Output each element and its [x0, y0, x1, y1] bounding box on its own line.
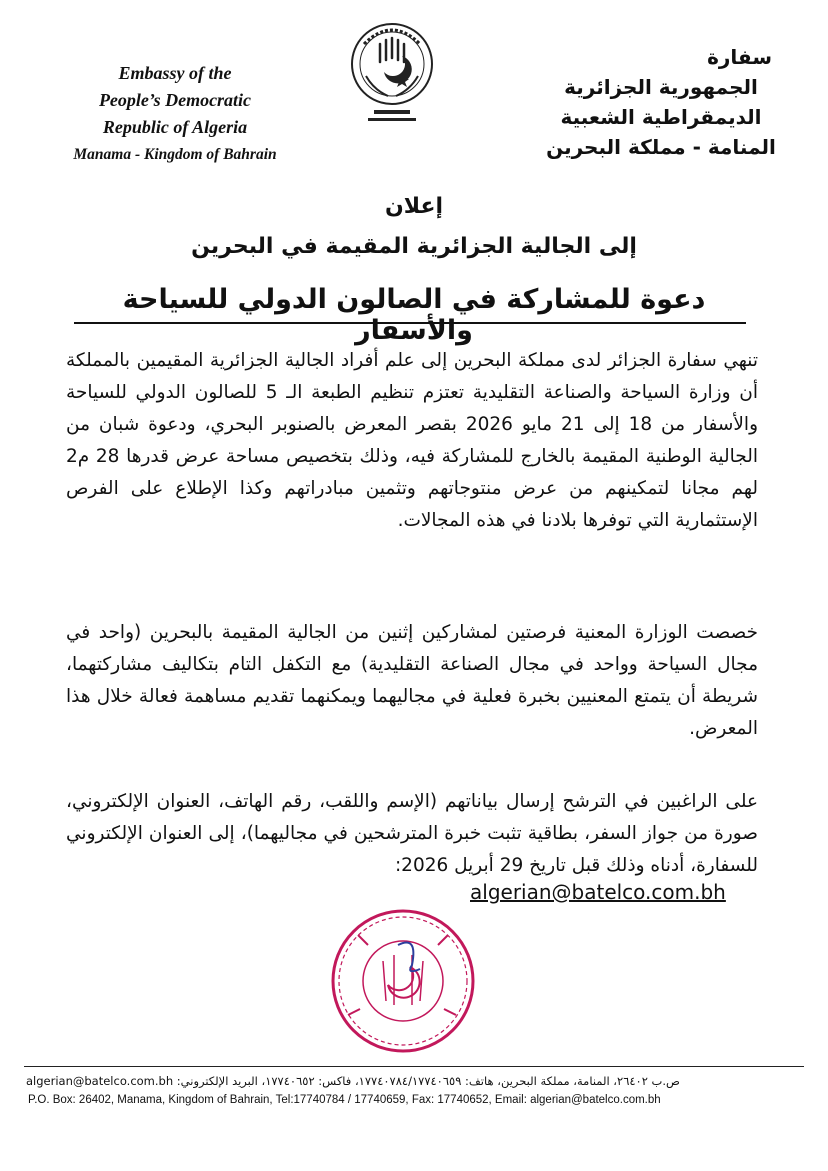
national-emblem-icon [344, 14, 440, 134]
header-english [40, 60, 310, 168]
header-en-line: Manama - Kingdom of Bahrain [73, 146, 277, 163]
footer-english: P.O. Box: 26402, Manama, Kingdom of Bahrain, Tel:17740784 / 17740659, Fax: 17740652, Email: algerian@batelco.com.bh [28, 1094, 661, 1106]
body-paragraph-3: على الراغبين في الترشح إرسال بياناتهم (الإسم واللقب، رقم الهاتف، العنوان الإلكتروني، صورة من جواز السفر، بطاقية تثبت خبرة المترشحين في مجاليهما)، إلى العنوان الإلكتروني للسفارة، أدناه وذلك قبل تاريخ 29 أبريل 2026: [66, 791, 758, 876]
embassy-stamp-icon [328, 905, 478, 1057]
footer-arabic [26, 1074, 806, 1088]
embassy-email-link[interactable]: algerian@batelco.com.bh [470, 880, 726, 904]
header-ar-line: الجمهورية الجزائرية [564, 75, 758, 99]
header-en-line: People’s Democratic [98, 90, 252, 110]
header-en-line: Republic of Algeria [102, 117, 248, 137]
invitation-heading: دعوة للمشاركة في الصالون الدولي للسياحة والأسفار [122, 284, 706, 346]
header-ar-line: المنامة - مملكة البحرين [546, 135, 776, 159]
body-paragraph-1: تنهي سفارة الجزائر لدى مملكة البحرين إلى علم أفراد الجالية الجزائرية المقيمين بالمملكة أن وزارة السياحة والصناعة التقليدية تعتزم تنظيم الطبعة الـ 5 للصالون الدولي للسياحة والأسفار من 18 إلى 21 مايو 2026 بقصر المعرض بالصنوبر البحري، ودعوة شبان من الجالية الوطنية المقيمة بالخارج للمشاركة فيه، وذلك بتخصيص مساحة عرض قدرها 28 م2 لهم مجانا لتمكينهم من عرض منتوجاتهم وتثمين مبادراتهم وكذا الإطلاع على الفرص الإستثمارية التي توفرها بلادنا في هذه المجالات. [66, 350, 759, 531]
header-ar-line: سفارة [707, 45, 772, 69]
announcement-title: إعلان [384, 194, 444, 219]
body-paragraph-2: خصصت الوزارة المعنية فرصتين لمشاركين إثنين من الجالية المقيمة بالبحرين (واحد في مجال السياحة وواحد في مجال الصناعة التقليدية) مع التكفل التام بتكاليف مشاركتهما، شريطة أن يتمتع المعنيين بخبرة فعلية في مجاليهما ويمكنهما تقديم مساهمة فعالة خلال هذا المعرض. [66, 622, 758, 739]
footer-arabic-text: ص.ب ٢٦٤٠٢، المنامة، مملكة البحرين، هاتف: ١٧٧٤٠٧٨٤/١٧٧٤٠٦٥٩، فاكس: ١٧٧٤٠٦٥٢، البريد الإلكتروني: [176, 1074, 680, 1088]
footer-divider [24, 1066, 804, 1067]
header-ar-line: الديمقراطية الشعبية [560, 105, 762, 129]
footer-arabic-email[interactable]: algerian@batelco.com.bh [26, 1074, 174, 1088]
header-en-line: Embassy of the [118, 63, 232, 83]
header-arabic [530, 42, 792, 162]
heading-underline [74, 322, 746, 324]
announcement-subtitle: إلى الجالية الجزائرية المقيمة في البحرين [191, 234, 637, 259]
